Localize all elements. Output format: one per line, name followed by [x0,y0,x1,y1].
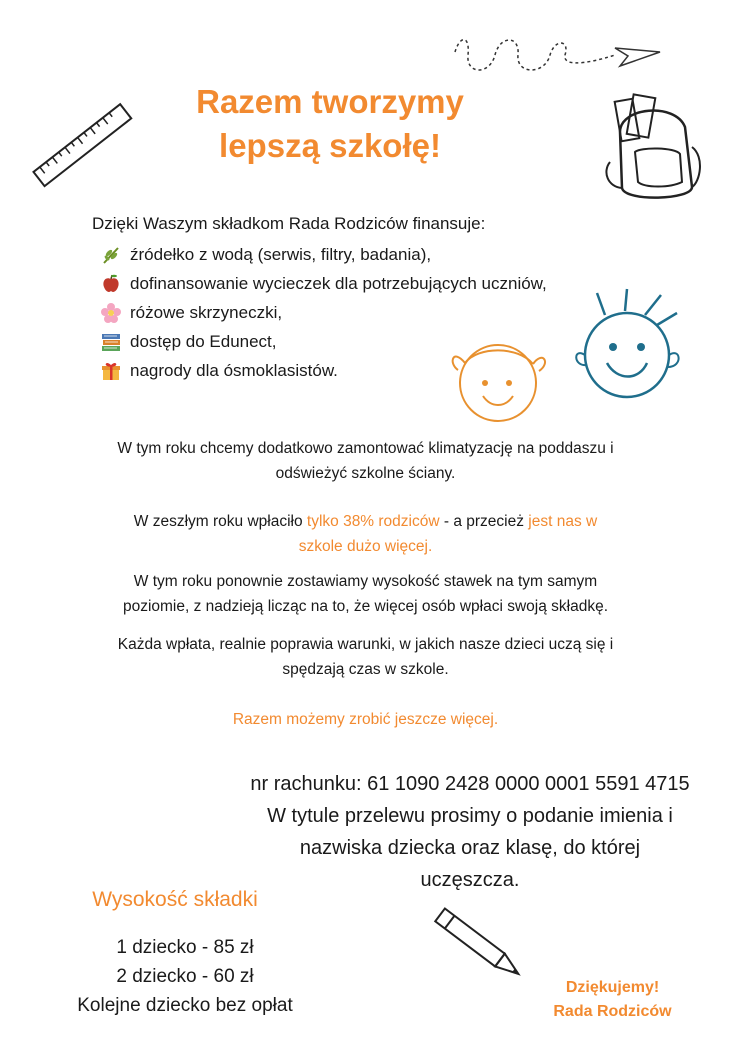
thanks-text: Dziękujemy! [565,979,660,996]
title-line-1: Razem tworzymy [196,83,464,120]
apple-icon [100,273,122,295]
fee-row: 2 dziecko - 60 zł [116,966,254,987]
paragraph-together: Razem możemy zrobić jeszcze więcej. [232,711,499,728]
paragraph-line: spędzają czas w szkole. [282,661,449,678]
paper-plane-doodle [450,30,670,80]
account-info [215,768,725,896]
ruler-doodle [28,100,133,195]
fees-title: Wysokość składki [92,888,258,911]
list-item-text: nagrody dla ósmoklasistów. [130,360,338,380]
paragraph-text: W zeszłym roku wpłaciło [133,513,307,530]
fee-row: 1 dziecko - 85 zł [116,937,254,958]
paragraph-last-year [40,509,691,559]
paragraph-line: W tym roku chcemy dodatkowo zamontować klimatyzację na poddaszu i [117,440,614,457]
paragraph-every-payment [40,632,691,682]
paragraph-line: poziomie, z nadzieją licząc na to, że więcej osób wpłaci swoją składkę. [122,598,609,615]
signature-text: Rada Rodziców [553,1003,672,1020]
backpack-doodle [600,92,710,207]
funded-list [100,240,547,385]
pencil-doodle [430,905,530,985]
books-icon [100,331,122,353]
paragraph-line: Każda wpłata, realnie poprawia warunki, w jakich nasze dzieci uczą się i [117,636,614,653]
highlight-text: jest nas w [528,513,598,530]
fees-list [40,933,330,1020]
page-title [120,80,540,168]
blossom-icon [100,302,122,324]
list-item [100,327,547,356]
boy-face-doodle [565,285,690,405]
paragraph-line: odświeżyć szkolne ściany. [275,465,456,482]
paragraph-line: W tym roku ponownie zostawiamy wysokość stawek na tym samym [133,573,598,590]
title-line-2: lepszą szkołę! [219,127,441,164]
transfer-title-info: W tytule przelewu prosimy o podanie imienia i [267,805,673,827]
list-item [100,269,547,298]
paragraph-rates [40,569,691,619]
transfer-title-info: nazwiska dziecka oraz klasę, do której [299,837,641,859]
paragraph-text: - a przecież [439,513,529,530]
herb-icon [100,244,122,266]
paragraph-climate [40,436,691,486]
list-item [100,356,547,385]
list-item-text: dofinansowanie wycieczek dla potrzebujących uczniów, [130,273,547,293]
fee-row: Kolejne dziecko bez opłat [77,995,293,1016]
account-number: nr rachunku: 61 1090 2428 0000 0001 5591 4715 [250,773,690,795]
list-item-text: źródełko z wodą (serwis, filtry, badania), [130,244,432,264]
list-item-text: różowe skrzyneczki, [130,302,283,322]
intro-text: Dzięki Waszym składkom Rada Rodziców finansuje: [92,214,486,233]
highlight-percentage: tylko 38% rodziców [306,513,440,530]
list-item [100,298,547,327]
transfer-title-info: uczęszcza. [420,869,520,891]
highlight-text: szkole dużo więcej. [298,538,433,555]
thanks-signature [530,976,695,1024]
list-item-text: dostęp do Edunect, [130,331,277,351]
gift-icon [100,360,122,382]
list-item [100,240,547,269]
